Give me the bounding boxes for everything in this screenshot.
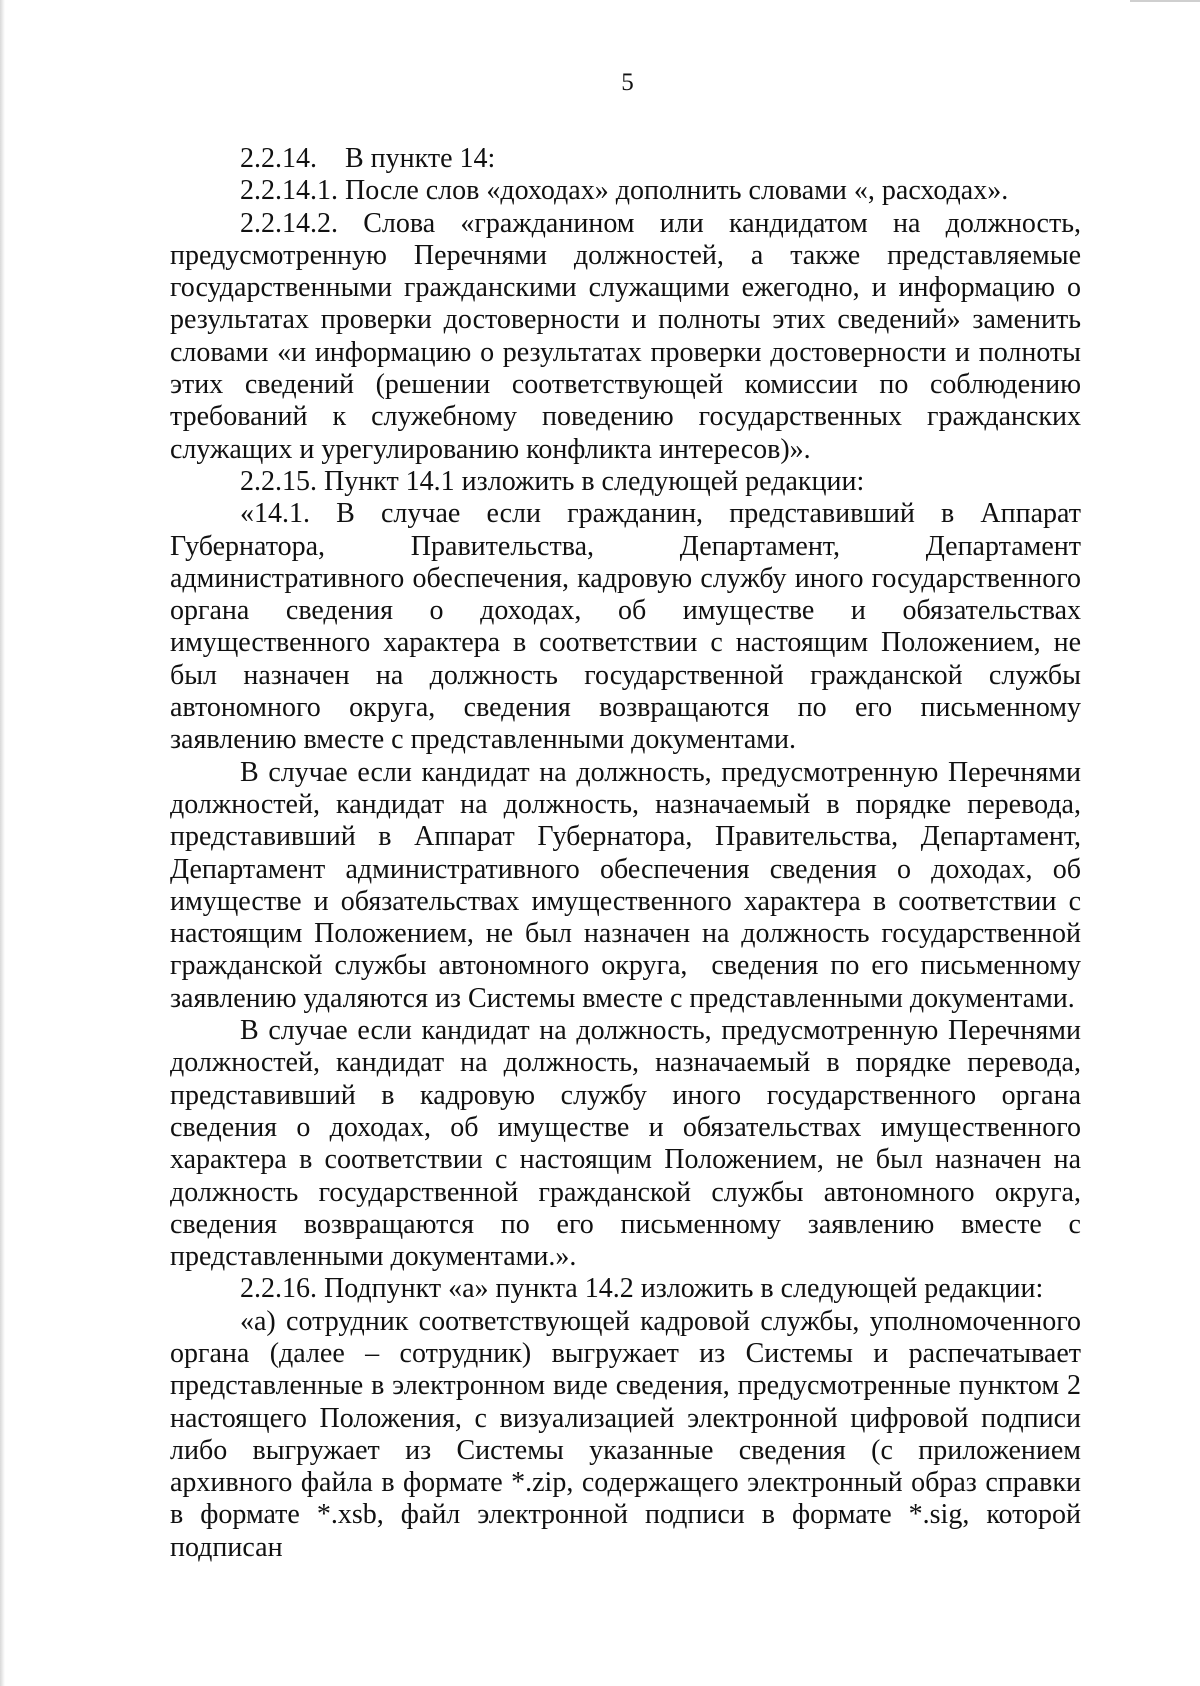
paragraph-2-2-15: 2.2.15. Пункт 14.1 изложить в следующей редакции:: [240, 465, 865, 497]
paragraph-2-2-14-2: 2.2.14.2. Слова «гражданином или кандидатом на должность, предусмотренную Перечнями должностей, а также представляемые государственными гражданскими служащими ежегодно, и информацию о результатах проверки достоверности и полноты этих сведений» заменить словами «и информацию о результатах проверки достоверности и полноты этих сведений (решении соответствующей комиссии по соблюдению требований к служебному поведению государственных гражданских служащих и урегулированию конфликта интересов)».: [170, 207, 1081, 465]
paragraph-14-1: «14.1. В случае если гражданин, представивший в Аппарат Губернатора, Правительства, Департамент, Департамент административного обеспечения, кадровую службу иного государственного органа сведения о доходах, об имуществе и обязательствах имущественного характера в соответствии с настоящим Положением, не был назначен на должность государственной гражданской службы автономного округа, сведения возвращаются по его письменному заявлению вместе с представленными документами.: [170, 498, 1081, 756]
page-number: 5: [621, 69, 634, 96]
document-body: [170, 143, 1081, 1564]
scan-edge: [0, 0, 5, 1686]
paragraph-subitem-a: «а) сотрудник соответствующей кадровой службы, уполномоченного органа (далее – сотрудник) выгружает из Системы и распечатывает представленные в электронном виде сведения, предусмотренные пунктом 2 настоящего Положения, с визуализацией электронной цифровой подписи либо выгружает из Системы указанные сведения (с приложением архивного файла в формате *.zip, содержащего электронный образ справки в формате *.xsb, файл электронной подписи в формате *.sig, которой подписан: [170, 1305, 1081, 1563]
paragraph-candidate-apparatus: В случае если кандидат на должность, предусмотренную Перечнями должностей, кандидат на должность, назначаемый в порядке перевода, представивший в Аппарат Губернатора, Правительства, Департамент, Департамент административного обеспечения сведения о доходах, об имуществе и обязательствах имущественного характера в соответствии с настоящим Положением, не был назначен на должность государственной гражданской службы автономного округа, сведения по его письменному заявлению удаляются из Системы вместе с представленными документами.: [170, 756, 1081, 1014]
paragraph-2-2-14-1: 2.2.14.1. После слов «доходах» дополнить словами «, расходах».: [240, 175, 1009, 207]
scan-corner-mark: [1130, 0, 1200, 2]
paragraph-2-2-16: 2.2.16. Подпункт «а» пункта 14.2 изложить в следующей редакции:: [240, 1273, 1044, 1305]
paragraph-2-2-14: 2.2.14. В пункте 14:: [240, 143, 496, 174]
paragraph-candidate-other-body: В случае если кандидат на должность, предусмотренную Перечнями должностей, кандидат на должность, назначаемый в порядке перевода, представивший в кадровую службу иного государственного органа сведения о доходах, об имуществе и обязательствах имущественного характера в соответствии с настоящим Положением, не был назначен на должность государственной гражданской службы автономного округа, сведения возвращаются по его письменному заявлению вместе с представленными документами.».: [170, 1015, 1081, 1273]
